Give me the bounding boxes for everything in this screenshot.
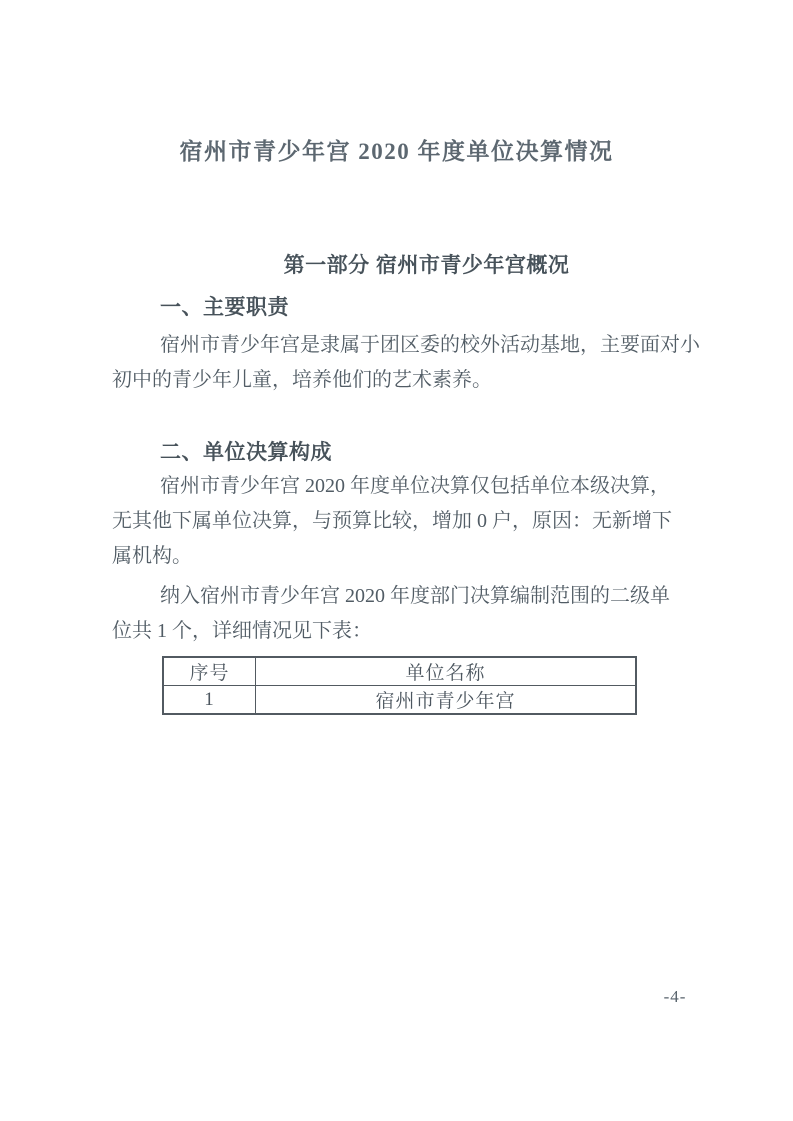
paragraph-line: 宿州市青少年宫 2020 年度单位决算仅包括单位本级决算， — [160, 475, 670, 497]
paragraph-line: 位共 1 个，详细情况见下表： — [112, 620, 372, 642]
table-row — [163, 686, 636, 715]
section1-paragraph — [112, 328, 700, 398]
section2-paragraph-1 — [112, 469, 697, 574]
part1-heading: 第一部分 宿州市青少年宫概况 — [283, 254, 570, 277]
paragraph-line: 初中的青少年儿童，培养他们的艺术素养。 — [112, 369, 492, 391]
table-header-unit-name: 单位名称 — [256, 657, 637, 686]
table-header-row — [163, 657, 636, 686]
document-title: 宿州市青少年宫 2020 年度单位决算情况 — [179, 139, 614, 164]
paragraph-line: 无其他下属单位决算，与预算比较，增加 0 户，原因：无新增下 — [112, 510, 672, 532]
paragraph-line: 宿州市青少年宫是隶属于团区委的校外活动基地，主要面对小 — [160, 334, 700, 356]
page-number: -4- — [663, 987, 687, 1006]
section2-heading: 二、单位决算构成 — [160, 441, 332, 464]
paragraph-line: 纳入宿州市青少年宫 2020 年度部门决算编制范围的二级单 — [160, 585, 670, 607]
table-cell-seq: 1 — [163, 686, 256, 715]
paragraph-line: 属机构。 — [112, 545, 192, 567]
subunits-table — [162, 656, 637, 715]
section1-heading: 一、主要职责 — [160, 296, 289, 319]
section2-paragraph-2 — [112, 579, 697, 649]
table-cell-unit-name: 宿州市青少年宫 — [256, 686, 637, 715]
table-header-seq: 序号 — [163, 657, 256, 686]
